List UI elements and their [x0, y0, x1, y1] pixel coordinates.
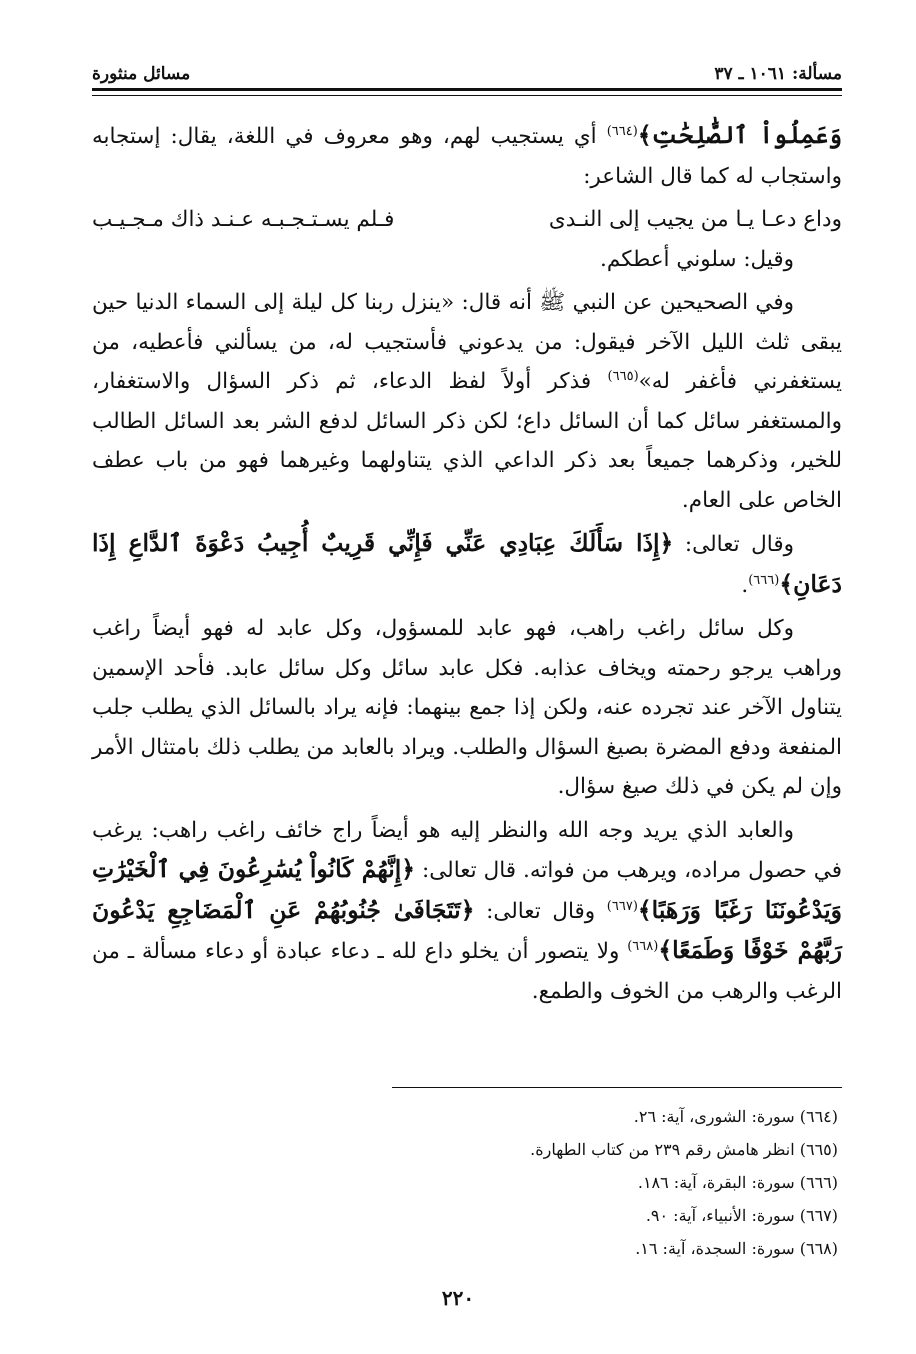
verse-second-hemistich: فـلم يسـتـجـبـه عـنـد ذاك مـجـيـب: [92, 207, 395, 232]
text-run: وكل سائل راغب راهب، فهو عابد للمسؤول، وكل عابد له فهو أيضاً راغب وراهب يرجو رحمته ويخاف عذابه. فكل عابد سائل وكل سائل عابد. فأحد الإسمين يتناول الآخر عند تجرده عنه، ولكن إذا جمع بينهما: فإنه يراد بالسائل الذي يطلب جلب المنفعة ودفع المضرة بصيغ السؤال والطلب. ويراد بالعابد من يطلب ذلك بامتثال الأمر وإن لم يكن في ذلك صيغ سؤال.: [92, 616, 842, 799]
running-header: [92, 58, 842, 84]
footnote-separator: [392, 1087, 842, 1088]
quran-quote: ﴿تَتَجَافَىٰ جُنُوبُهُمْ عَنِ ٱلْمَضَاجِعِ يَدْعُونَ رَبَّهُمْ خَوْفًا وَطَمَعًا﴾: [92, 895, 842, 964]
verse-first-hemistich: وداع دعـا يـا من يجيب إلى النـدى: [548, 207, 842, 232]
header-rule-thick: [92, 88, 842, 91]
main-text: [92, 116, 842, 1015]
text-run: أي يستجيب لهم، وهو معروف في اللغة، يقال: إستجابه واستجاب له كما قال الشاعر:: [92, 124, 842, 189]
header-chapter-title: مسائل منثورة: [92, 64, 191, 84]
footnote-marker: (٦٦٨): [627, 938, 659, 954]
footnote-marker: (٦٦٥): [607, 368, 639, 384]
page-number: ٢٢٠: [441, 1286, 475, 1310]
footnote-marker: (٦٦٤): [606, 123, 638, 139]
text-run: فذكر أولاً لفظ الدعاء، ثم ذكر السؤال والاستغفار، والمستغفر سائل كما أن السائل داع؛ لكن ذكر السائل لدفع الشر بعد السائل الطالب للخير، وذكرهما جميعاً بعد ذكر الداعي الذي يتناولهما وغيرهما فهو من باب عطف الخاص على العام.: [92, 369, 842, 513]
footnote-item: (٦٦٥) انظر هامش رقم ٢٣٩ من كتاب الطهارة.: [530, 1140, 838, 1159]
paragraph: [92, 116, 842, 196]
header-rule-thin: [92, 95, 842, 96]
footnotes: [92, 1100, 838, 1265]
quran-quote: ﴿إِذَا سَأَلَكَ عِبَادِي عَنِّي فَإِنِّي قَرِيبٌ أُجِيبُ دَعْوَةَ ٱلدَّاعِ إِذَا دَعَانِ﴾: [92, 529, 842, 598]
text-run: وقال تعالى:: [673, 532, 794, 557]
footnote-item: (٦٦٨) سورة: السجدة، آية: ١٦.: [635, 1239, 838, 1258]
footnote-item: (٦٦٦) سورة: البقرة، آية: ١٨٦.: [637, 1173, 838, 1192]
paragraph: [92, 283, 842, 520]
paragraph: [92, 524, 842, 605]
text-run: وفي الصحيحين عن النبي ﷺ أنه قال: «ينزل ربنا كل ليلة إلى السماء الدنيا حين يبقى ثلث الليل الآخر فيقول: من يدعوني فأستجيب له، من يسألني فأعطيه، من يستغفرني فأغفر له»: [92, 290, 842, 394]
footnote-marker: (٦٦٦): [748, 572, 780, 588]
quran-quote: وَعَمِلُواْ ٱلصَّٰلِحَٰتِ﴾: [637, 121, 842, 149]
text-run: ولا يتصور أن يخلو داع لله ـ دعاء عبادة أو دعاء مسألة ـ من الرغب والرهب من الخوف والطمع.: [92, 939, 842, 1004]
text-run: وقال تعالى:: [474, 898, 607, 924]
paragraph: [92, 811, 842, 1012]
footnote-item: (٦٦٤) سورة: الشورى، آية: ٢٦.: [633, 1107, 838, 1126]
paragraph: [92, 240, 842, 280]
footnote-item: (٦٦٧) سورة: الأنبياء، آية: ٩٠.: [645, 1206, 838, 1225]
text-run: والعابد الذي يريد وجه الله والنظر إليه هو أيضاً راج خائف راغب راهب: يرغب في حصول مراده، ويرهب من فواته. قال تعالى:: [92, 817, 842, 883]
quran-quote: ﴿إِنَّهُمْ كَانُواْ يُسَٰرِعُونَ فِي ٱلْخَيْرَٰتِ وَيَدْعُونَنَا رَغَبًا وَرَهَبًا﴾: [92, 855, 842, 924]
footnote-marker: (٦٦٧): [606, 898, 638, 914]
header-issue-number: مسألة: ١٠٦١ ـ ٣٧: [714, 64, 842, 84]
text-run: وقيل: سلوني أعطكم.: [600, 246, 794, 272]
text-run: .: [741, 572, 749, 598]
paragraph: [92, 609, 842, 807]
poetry-verse: [92, 200, 842, 240]
